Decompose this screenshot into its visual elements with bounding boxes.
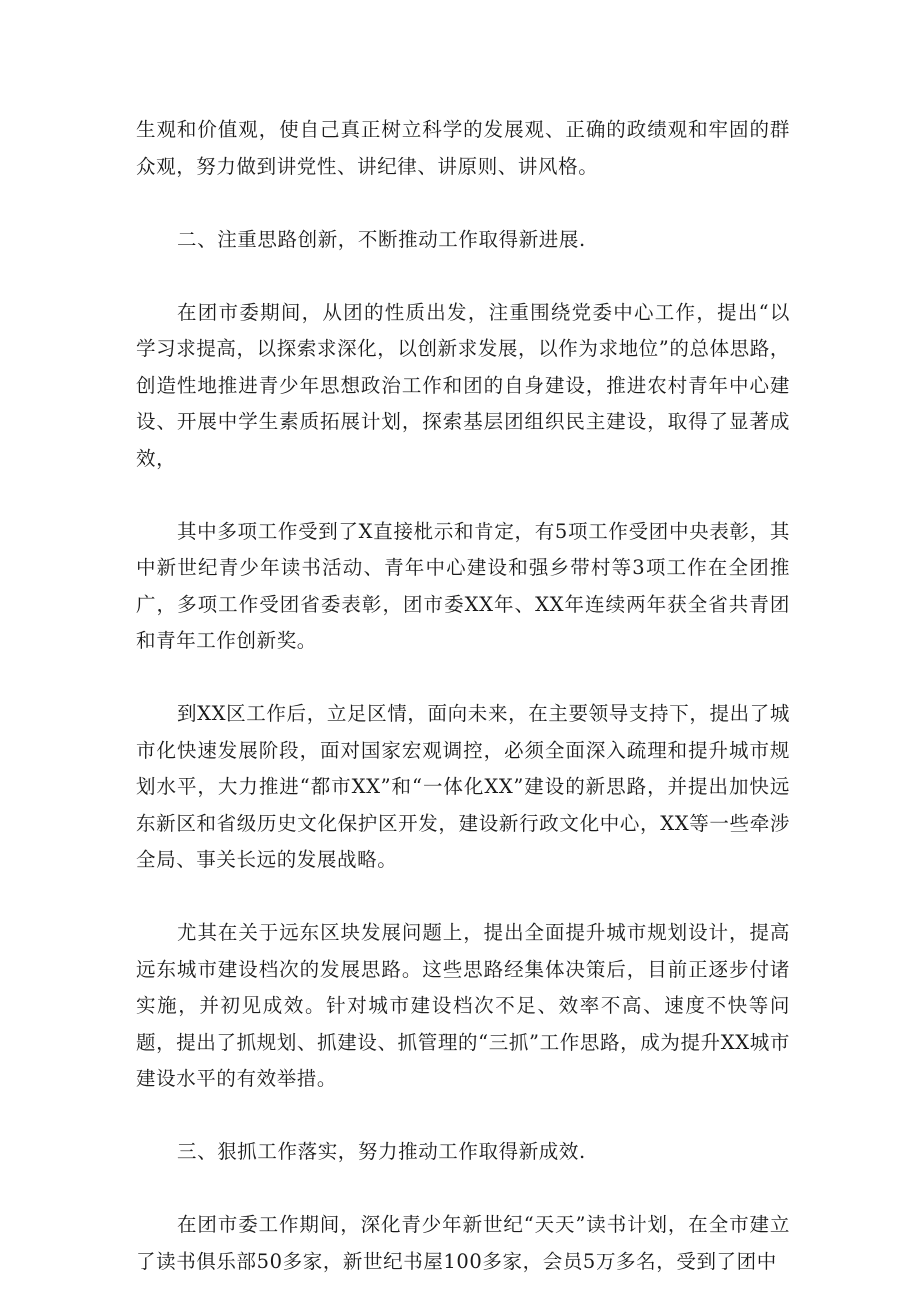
section-heading-2: 二、注重思路创新，不断推动工作取得新进展. xyxy=(177,227,586,251)
paragraph-district-work: 到XX区工作后，立足区情，面向未来，在主要领导支持下，提出了城市化快速发展阶段，面对国家宏观调控，必须全面深入疏理和提升城市规划水平，大力推进“都市XX”和“一体化XX”建设的新思路，并提出加快远东新区和省级历史文化保护区开发，建设新行政文化中心，XX等一些牵涉全局、事关长远的发展战略。 xyxy=(136,702,790,871)
paragraph-gap xyxy=(136,477,790,514)
paragraph-gap xyxy=(136,1171,790,1208)
section-heading-3: 三、狠抓工作落实，努力推动工作取得新成效. xyxy=(177,1140,586,1163)
paragraph-gap xyxy=(136,1098,790,1135)
paragraph-youth-league-strategy: 在团市委期间，从团的性质出发，注重围绕党委中心工作，提出“以学习求提高，以探索求深化，以创新求发展，以作为求地位”的总体思路，创造性地推进青少年思想政治工作和团的自身建设，推进农村青年中心建设、开展中学生素质拓展计划，探索基层团组织民主建设，取得了显著成效， xyxy=(136,300,790,470)
paragraph-gap xyxy=(136,879,790,916)
paragraph-gap xyxy=(136,185,790,222)
paragraph-reading-plan: 在团市委工作期间，深化青少年新世纪“天天”读书计划，在全市建立了读书俱乐部50多家，新世纪书屋100多家，会员5万多名，受到了团中 xyxy=(136,1213,790,1273)
paragraph-gap xyxy=(136,660,790,697)
document-page xyxy=(136,112,790,1280)
paragraph-gap xyxy=(136,258,790,295)
paragraph-continued: 生观和价值观，使自己真正树立科学的发展观、正确的政绩观和牢固的群众观，努力做到讲党性、讲纪律、讲原则、讲风格。 xyxy=(136,118,790,178)
paragraph-awards: 其中多项工作受到了X直接枇示和肯定，有5项工作受团中央表彰，其中新世纪青少年读书活动、青年中心建设和强乡带村等3项工作在全团推广，多项工作受团省委表彰，团市委XX年、XX年连续两年获全省共青团和青年工作创新奖。 xyxy=(136,519,790,652)
paragraph-yuandong-block: 尤其在关于远东区块发展问题上，提出全面提升城市规划设计，提高远东城市建设档次的发展思路。这些思路经集体决策后，目前正逐步付诸实施，并初见成效。针对城市建设档次不足、效率不高、速度不快等问题，提出了抓规划、抓建设、抓管理的“三抓”工作思路，成为提升XX城市建设水平的有效举措。 xyxy=(136,921,790,1090)
